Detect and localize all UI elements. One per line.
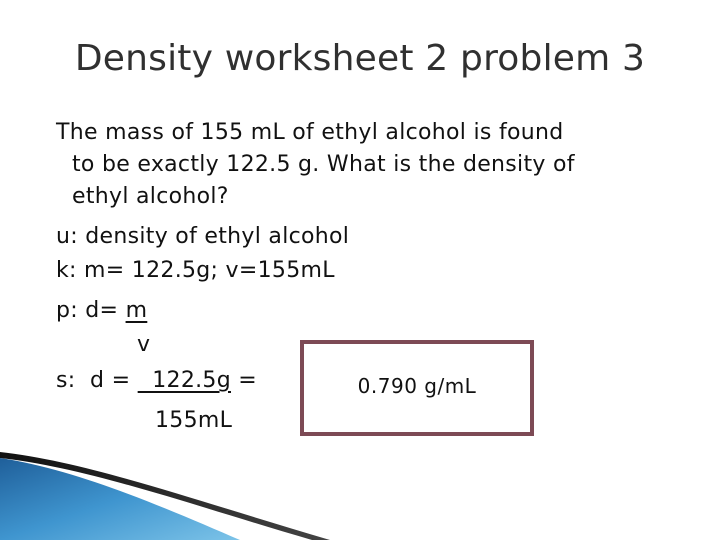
problem-line-1: The mass of 155 mL of ethyl alcohol is found: [56, 120, 564, 145]
unknown-line: u: density of ethyl alcohol: [56, 224, 350, 249]
solution-equals: =: [231, 368, 258, 393]
problem-line-3: ethyl alcohol?: [72, 184, 229, 209]
slide-title: Density worksheet 2 problem 3: [74, 38, 646, 79]
solution-line: [56, 366, 257, 396]
plan-denominator: v: [137, 332, 151, 357]
swoosh-blue-shape: [0, 458, 240, 540]
solution-prefix: s: d =: [56, 368, 138, 393]
plan-numerator: m: [125, 298, 148, 323]
known-line: k: m= 122.5g; v=155mL: [56, 258, 335, 283]
solution-denominator: 155mL: [155, 408, 233, 433]
plan-prefix: p: d=: [56, 298, 126, 323]
plan-line: [56, 296, 147, 326]
solution-numerator: 122.5g: [137, 368, 231, 393]
problem-line-2: to be exactly 122.5 g. What is the density of: [72, 152, 575, 177]
answer-box: [300, 340, 534, 436]
decorative-swoosh: [0, 440, 720, 540]
answer-value: 0.790 g/mL: [357, 374, 477, 398]
